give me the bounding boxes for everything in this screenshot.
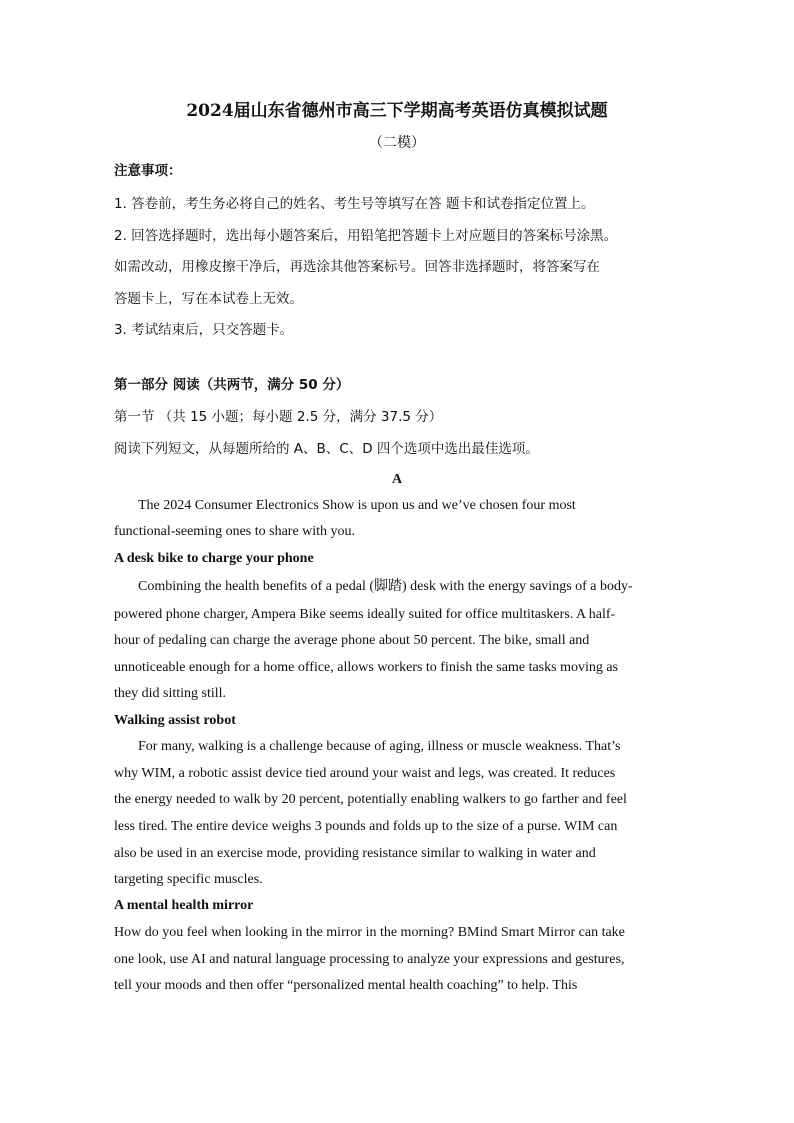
passage-text: powered phone charger, Ampera Bike seems ideally suited for office multitaskers. A half- — [114, 607, 616, 622]
section-heading: 第一节 （共 15 小题；每小题 2.5 分，满分 37.5 分） — [114, 409, 443, 425]
section-instruction: 阅读下列短文，从每题所给的 A、B、C、D 四个选项中选出最佳选项。 — [114, 441, 539, 457]
passage-text: How do you feel when looking in the mirror in the morning? BMind Smart Mirror can take — [114, 925, 625, 940]
notice-line: 2. 回答选择题时，选出每小题答案后，用铅笔把答题卡上对应题目的答案标号涂黑。 — [114, 228, 618, 244]
notice-line: 答题卡上，写在本试卷上无效。 — [114, 291, 303, 307]
passage-text: one look, use AI and natural language processing to analyze your expressions and gestures, — [114, 952, 625, 967]
page-title: 2024届山东省德州市高三下学期高考英语仿真模拟试题 — [186, 101, 608, 121]
passage-text: they did sitting still. — [114, 686, 227, 701]
notice-line: 3. 考试结束后，只交答题卡。 — [114, 322, 294, 338]
passage-text: functional-seeming ones to share with you. — [114, 524, 356, 539]
passage-text: why WIM, a robotic assist device tied around your waist and legs, was created. It reduces — [114, 766, 616, 781]
page-subtitle: （二模） — [369, 135, 425, 151]
passage-text: hour of pedaling can charge the average phone about 50 percent. The bike, small and — [114, 633, 590, 648]
passage-text: less tired. The entire device weighs 3 pounds and folds up to the size of a purse. WIM can — [114, 819, 618, 834]
notice-line: 如需改动，用橡皮擦干净后，再选涂其他答案标号。回答非选择题时，将答案写在 — [114, 259, 600, 275]
passage-text: tell your moods and then offer “personalized mental health coaching” to help. This — [114, 978, 578, 993]
item-heading: Walking assist robot — [114, 713, 236, 728]
passage-label: A — [391, 472, 403, 487]
passage-text: For many, walking is a challenge because of aging, illness or muscle weakness. That’s — [138, 739, 621, 754]
item-heading: A mental health mirror — [114, 898, 254, 913]
passage-text: Combining the health benefits of a pedal (脚踏) desk with the energy savings of a body- — [138, 579, 633, 594]
passage-text: targeting specific muscles. — [114, 872, 263, 887]
part-heading: 第一部分 阅读（共两节，满分 50 分） — [114, 377, 350, 393]
passage-text: also be used in an exercise mode, providing resistance similar to walking in water and — [114, 846, 596, 861]
passage-text: unnoticeable enough for a home office, allows workers to finish the same tasks moving as — [114, 660, 619, 675]
item-heading: A desk bike to charge your phone — [114, 551, 314, 566]
notice-line: 1. 答卷前，考生务必将自己的姓名、考生号等填写在答 题卡和试卷指定位置上。 — [114, 196, 595, 212]
notice-heading: 注意事项： — [114, 163, 182, 179]
passage-text: the energy needed to walk by 20 percent, potentially enabling walkers to go farther and feel — [114, 792, 627, 807]
passage-text: The 2024 Consumer Electronics Show is upon us and we’ve chosen four most — [138, 498, 576, 513]
